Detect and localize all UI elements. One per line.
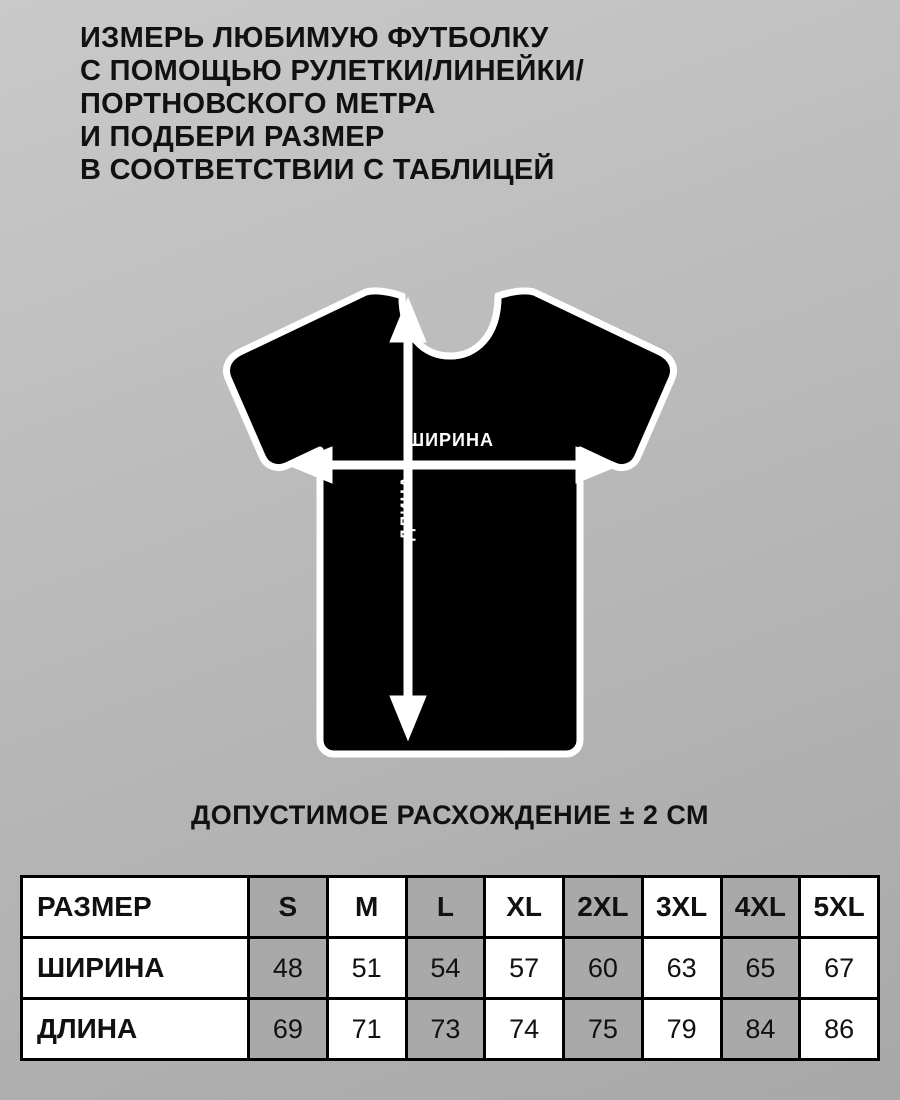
cell-length-m: 71	[327, 999, 406, 1060]
row-header-size: РАЗМЕР	[22, 877, 249, 938]
cell-size-4xl: 4XL	[721, 877, 800, 938]
heading-line-5: В СООТВЕТСТВИИ С ТАБЛИЦЕЙ	[80, 154, 555, 186]
cell-size-xl: XL	[485, 877, 564, 938]
tshirt-diagram	[0, 270, 900, 780]
cell-size-l: L	[406, 877, 485, 938]
table-row	[22, 938, 879, 999]
cell-length-xl: 74	[485, 999, 564, 1060]
tshirt-icon	[180, 270, 720, 770]
cell-size-m: M	[327, 877, 406, 938]
cell-size-5xl: 5XL	[800, 877, 879, 938]
cell-length-4xl: 84	[721, 999, 800, 1060]
cell-width-s: 48	[249, 938, 328, 999]
cell-length-s: 69	[249, 999, 328, 1060]
cell-width-3xl: 63	[642, 938, 721, 999]
size-table	[20, 875, 880, 1061]
cell-width-l: 54	[406, 938, 485, 999]
cell-size-s: S	[249, 877, 328, 938]
cell-length-2xl: 75	[564, 999, 643, 1060]
cell-size-3xl: 3XL	[642, 877, 721, 938]
cell-width-2xl: 60	[564, 938, 643, 999]
cell-length-3xl: 79	[642, 999, 721, 1060]
heading-line-4: И ПОДБЕРИ РАЗМЕР	[80, 121, 385, 153]
size-table-wrapper	[20, 875, 880, 1061]
cell-width-m: 51	[327, 938, 406, 999]
table-row	[22, 877, 879, 938]
row-header-width: ШИРИНА	[22, 938, 249, 999]
instruction-heading	[80, 22, 840, 187]
cell-length-5xl: 86	[800, 999, 879, 1060]
tolerance-note: ДОПУСТИМОЕ РАСХОЖДЕНИЕ ± 2 СМ	[190, 800, 710, 830]
heading-line-3: ПОРТНОВСКОГО МЕТРА	[80, 88, 436, 120]
cell-width-5xl: 67	[800, 938, 879, 999]
heading-line-1: ИЗМЕРЬ ЛЮБИМУЮ ФУТБОЛКУ	[80, 22, 549, 54]
table-row	[22, 999, 879, 1060]
heading-line-2: С ПОМОЩЬЮ РУЛЕТКИ/ЛИНЕЙКИ/	[80, 55, 585, 87]
cell-width-4xl: 65	[721, 938, 800, 999]
length-label: ДЛИНА	[397, 475, 416, 541]
cell-size-2xl: 2XL	[564, 877, 643, 938]
cell-length-l: 73	[406, 999, 485, 1060]
row-header-length: ДЛИНА	[22, 999, 249, 1060]
cell-width-xl: 57	[485, 938, 564, 999]
width-label: ШИРИНА	[406, 430, 494, 450]
